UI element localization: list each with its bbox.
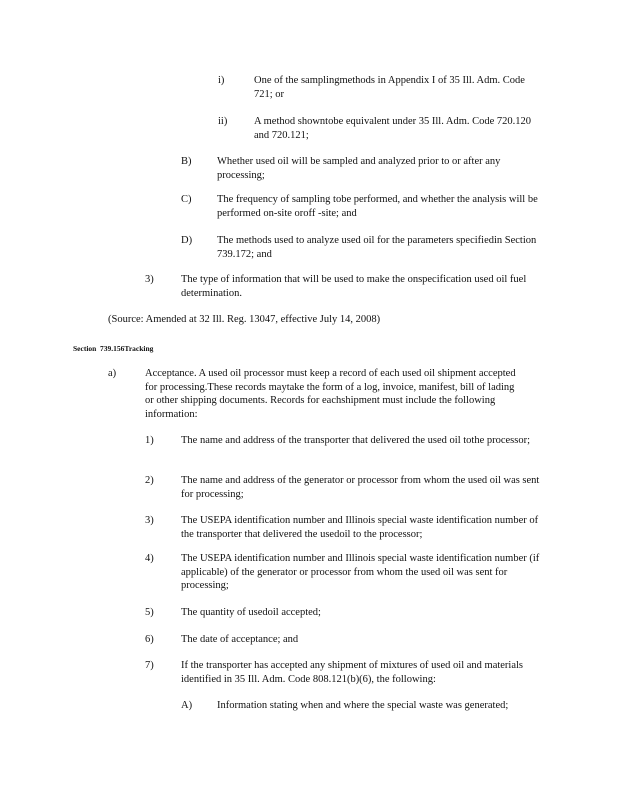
source-note: (Source: Amended at 32 Ill. Reg. 13047, effective July 14, 2008): [108, 314, 381, 325]
item-label: D): [181, 235, 193, 246]
list-item-text: The quantity of usedoil accepted;: [181, 607, 321, 618]
list-item-text: The name and address of the transporter that delivered the used oil tothe processor;: [181, 435, 531, 446]
list-item-label: 7): [145, 660, 154, 671]
item-text: The type of information that will be used to make the onspecification used oil fuel determination.: [181, 274, 527, 299]
list-item-text: Information stating when and where the special waste was generated;: [217, 700, 509, 711]
item-label: 3): [145, 274, 154, 285]
item-text: One of the samplingmethods in Appendix I of 35 Ill. Adm. Code 721; or: [254, 75, 525, 100]
section-title: 739.156Tracking: [100, 344, 154, 353]
list-item-text: If the transporter has accepted any shipment of mixtures of used oil and materials identified in 35 Ill. Adm. Code 808.121(b)(6), the following:: [181, 660, 524, 685]
list-item-label: 3): [145, 515, 154, 526]
list-item-label: 5): [145, 607, 154, 618]
list-item-text: The date of acceptance; and: [181, 634, 299, 645]
list-item-label: 2): [145, 475, 154, 486]
list-item-label: 1): [145, 435, 154, 446]
list-item-label: 4): [145, 553, 154, 564]
list-item-label: A): [181, 700, 193, 711]
list-item-text: The USEPA identification number and Illinois special waste identification number of the transporter that delivered the usedoil to the processor;: [181, 515, 539, 540]
item-label: ii): [218, 116, 228, 127]
item-text: A method showntobe equivalent under 35 Ill. Adm. Code 720.120 and 720.121;: [254, 116, 532, 141]
section-label: Section: [73, 344, 97, 353]
list-item-text: The USEPA identification number and Illinois special waste identification number (if applicable) of the generator or processor from whom the used oil was sent for processing;: [181, 553, 540, 591]
item-label: C): [181, 194, 192, 205]
para-label: a): [108, 368, 117, 379]
item-text: The methods used to analyze used oil for the parameters specifiedin Section 739.172; and: [217, 235, 537, 260]
list-item-label: 6): [145, 634, 154, 645]
item-label: B): [181, 156, 192, 167]
item-label: i): [218, 75, 225, 86]
item-text: The frequency of sampling tobe performed, and whether the analysis will be performed on-site oroff -site; and: [217, 194, 538, 219]
item-text: Whether used oil will be sampled and analyzed prior to or after any processing;: [217, 156, 501, 181]
para-text: Acceptance. A used oil processor must keep a record of each used oil shipment accepted for processing.These records maytake the form of a log, invoice, manifest, bill of lading or other shipping documents. Records for eachshipment must include the following information:: [145, 368, 516, 420]
list-item-text: The name and address of the generator or processor from whom the used oil was sent for processing;: [181, 475, 540, 500]
